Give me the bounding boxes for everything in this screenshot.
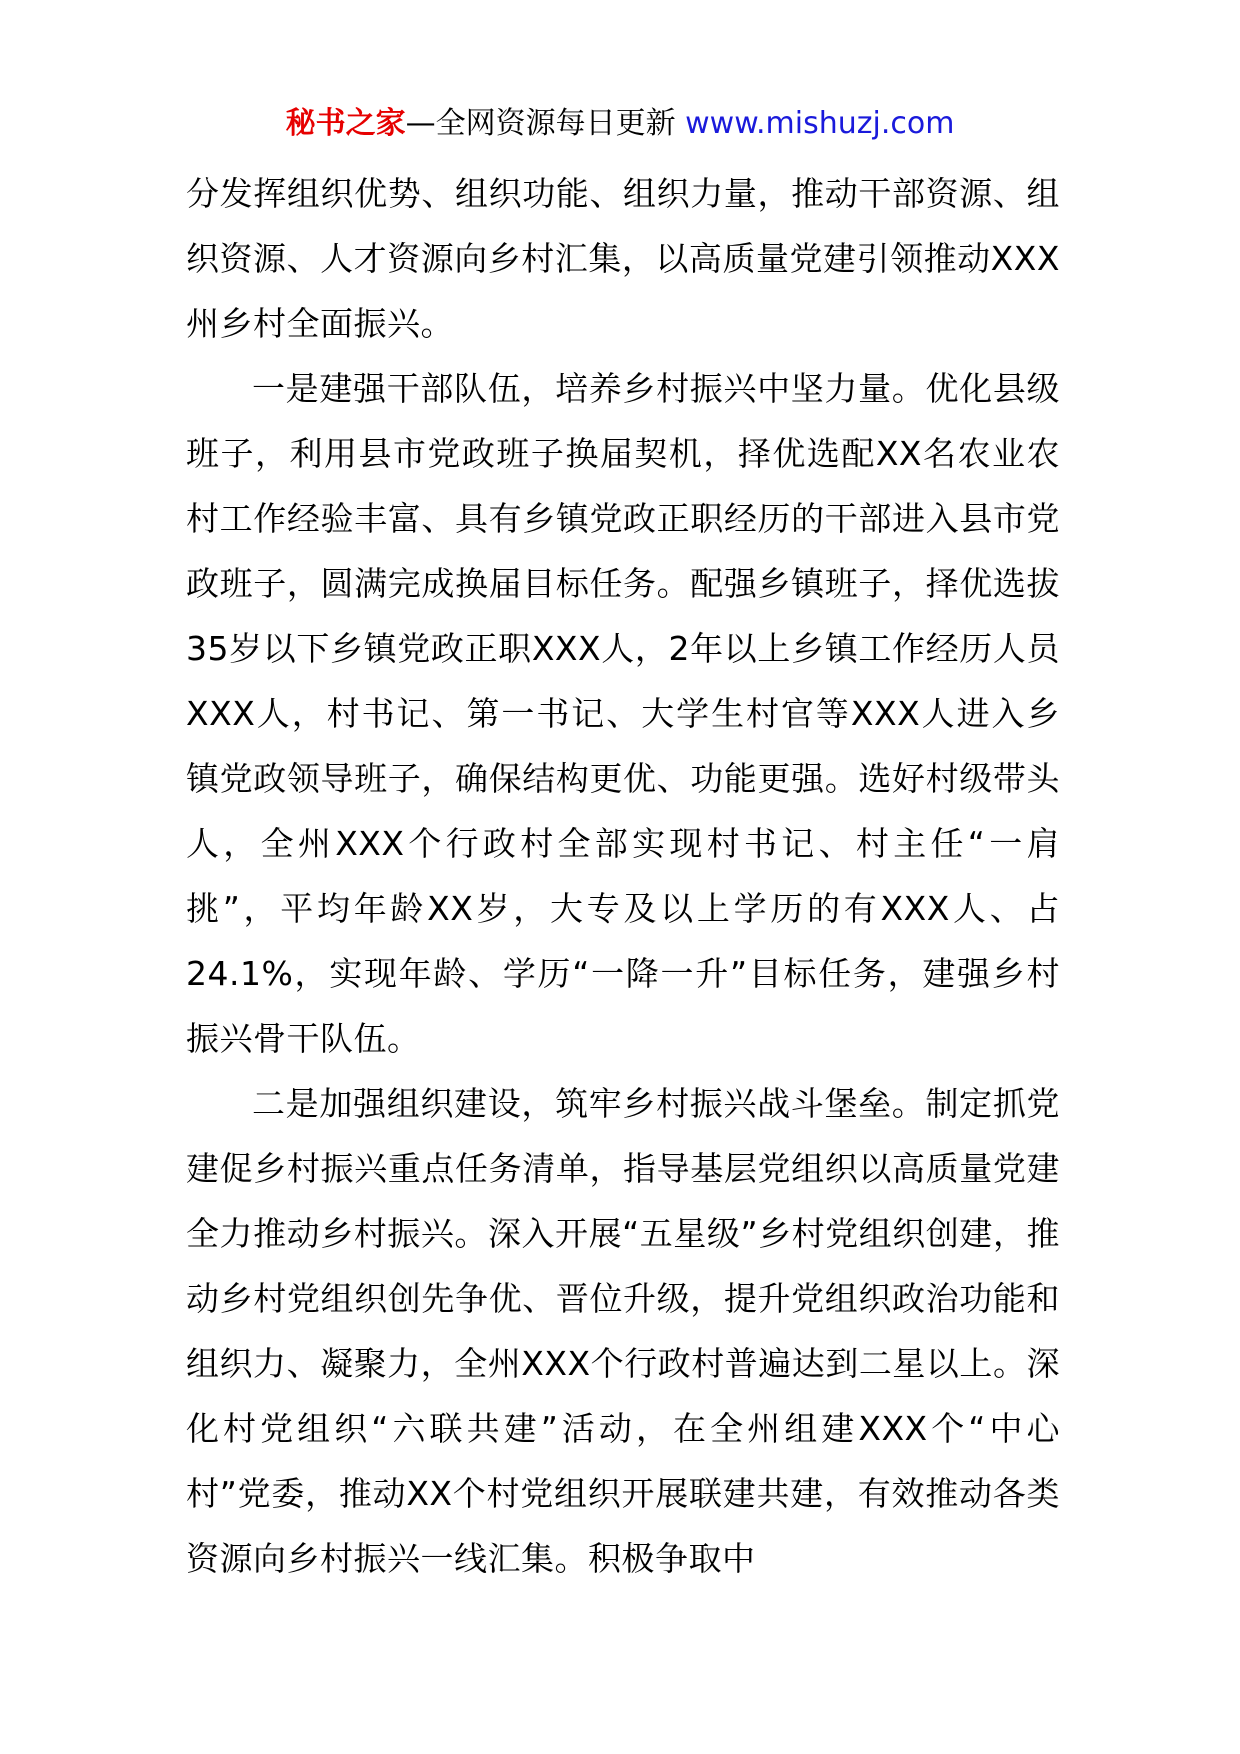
header-url[interactable]: www.mishuzj.com [685, 106, 955, 141]
paragraph-2: 一是建强干部队伍，培养乡村振兴中坚力量。优化县级班子，利用县市党政班子换届契机，择优选配XX名农业农村工作经验丰富、具有乡镇党政正职经历的干部进入县市党政班子，圆满完成换届目标任务。配强乡镇班子，择优选拔35岁以下乡镇党政正职XXX人，2年以上乡镇工作经历人员XXX人，村书记、第一书记、大学生村官等XXX人进入乡镇党政领导班子，确保结构更优、功能更强。选好村级带头人，全州XXX个行政村全部实现村书记、村主任“一肩挑”，平均年龄XX岁，大专及以上学历的有XXX人、占24.1%，实现年龄、学历“一降一升”目标任务，建强乡村振兴骨干队伍。 [186, 369, 1060, 1058]
header-brand: 秘书之家 [285, 106, 406, 141]
document-body [186, 161, 1060, 1591]
paragraph-3: 二是加强组织建设，筑牢乡村振兴战斗堡垒。制定抓党建促乡村振兴重点任务清单，指导基层党组织以高质量党建全力推动乡村振兴。深入开展“五星级”乡村党组织创建，推动乡村党组织创先争优、晋位升级，提升党组织政治功能和组织力、凝聚力，全州XXX个行政村普遍达到二星以上。深化村党组织“六联共建”活动，在全州组建XXX个“中心村”党委，推动XX个村党组织开展联建共建，有效推动各类资源向乡村振兴一线汇集。积极争取中 [186, 1084, 1060, 1578]
page-header [0, 100, 1240, 148]
header-tagline: —全网资源每日更新 [405, 106, 686, 141]
paragraph-1: 分发挥组织优势、组织功能、组织力量，推动干部资源、组织资源、人才资源向乡村汇集，以高质量党建引领推动XXX州乡村全面振兴。 [186, 174, 1060, 343]
